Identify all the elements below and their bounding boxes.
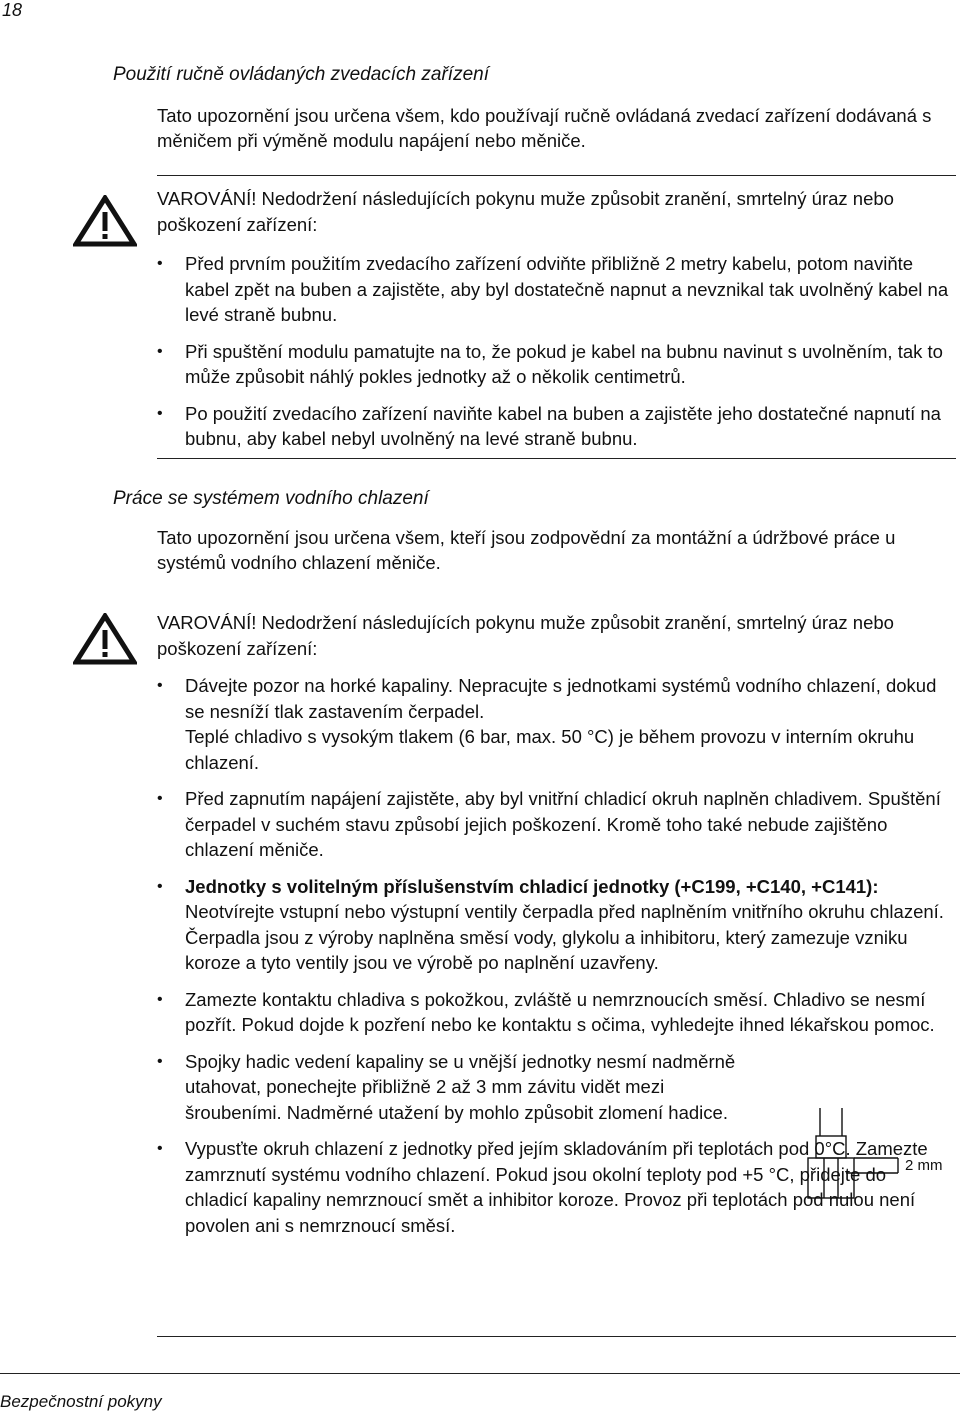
figure-label: 2 mm <box>905 1157 943 1174</box>
list-item-bold-text: Jednotky s volitelným příslušenstvím chladicí jednotky (+C199, +C140, +C141): <box>185 875 879 897</box>
list-item-text: Před zapnutím napájení zajistěte, aby byl vnitřní chladicí okruh naplněn chladivem. Spuštění čerpadel v suchém stavu způsobí jejich poškození. Kromě toho také nebude zajištěno chlazení měniče. <box>185 788 941 860</box>
list-item-text: Zamezte kontaktu chladiva s pokožkou, zvláště u nemrznoucích směsí. Chladivo se nesmí pozřít. Pokud dojde k pozření nebo ke kontaktu s očima, vyhledejte ihned lékařskou pomoc. <box>185 988 935 1035</box>
list-item <box>157 1049 745 1126</box>
section-heading-cooling: Práce se systémem vodního chlazení <box>113 488 429 509</box>
section-heading-lifting: Použití ručně ovládaných zvedacích zařízení <box>113 64 489 85</box>
bullet-icon: • <box>157 990 163 1008</box>
list-item <box>157 874 952 976</box>
list-item-text: Před prvním použitím zvedacího zařízení odviňte přibližně 2 metry kabelu, potom naviňte kabel zpět na buben a zajistěte, aby byl dostatečně napnut a nevznikal tak uvolněný kabel na levé straně bubnu. <box>185 253 949 325</box>
list-item <box>157 339 952 390</box>
list-item-text-secondary: Teplé chladivo s vysokým tlakem (6 bar, max. 50 °C) je během provozu v interním okruhu chlazení. <box>185 726 915 773</box>
list-item <box>157 786 952 863</box>
list-item <box>157 673 952 775</box>
bullet-icon: • <box>157 342 163 360</box>
warning-triangle-icon <box>73 195 137 247</box>
bullet-icon: • <box>157 404 163 422</box>
warning-label: VAROVÁNÍ! <box>157 612 257 633</box>
section-intro-lifting: Tato upozornění jsou určena všem, kdo používají ručně ovládaná zvedací zařízení dodávaná s měničem při výměně modulu napájení nebo měniče. <box>157 105 932 151</box>
warning-bottom-rule <box>157 1336 956 1337</box>
page-number: 18 <box>2 0 23 20</box>
bullet-icon: • <box>157 877 163 895</box>
bullet-icon: • <box>157 1052 163 1070</box>
list-item-text: Při spuštění modulu pamatujte na to, že pokud je kabel na bubnu navinut s uvolněním, tak to může způsobit náhlý pokles jednotky až o několik centimetrů. <box>185 340 943 387</box>
warning-label: VAROVÁNÍ! <box>157 188 257 209</box>
bullet-icon: • <box>157 790 163 807</box>
list-item-text: Vypusťte okruh chlazení z jednotky před jejím skladováním při teplotách pod 0°C. Zamezte zamrznutí systému vodního chlazení. Pokud jsou okolní teploty pod +5 °C, přidejte do chladicí kapaliny nemrznoucí smět a inhibitor koroze. Provoz při teplotách pod nulou není povolen ani s nemrznoucí směsí. <box>185 1138 928 1236</box>
warning-heading <box>157 610 952 662</box>
hose-fitting-figure <box>800 1100 955 1205</box>
list-item <box>157 987 952 1038</box>
warning-text: Nedodržení následujících pokynu muže způsobit zranění, smrtelný úraz nebo poškození zařízení: <box>157 612 894 659</box>
warning-bottom-rule <box>157 458 956 459</box>
bullet-icon: • <box>157 677 163 694</box>
list-item-text: Spojky hadic vedení kapaliny se u vnější jednotky nesmí nadměrně utahovat, ponechejte přibližně 2 až 3 mm závitu vidět mezi šroubeními. Nadměrné utažení by mohlo způsobit zlomení hadice. <box>185 1050 736 1123</box>
list-item-text: Neotvírejte vstupní nebo výstupní ventily čerpadla před naplněním vnitřního okruhu chlazení. Čerpadla jsou z výroby naplněna směsí vody, glykolu a inhibitoru, který zamezuje vzniku koroze a tyto ventily jsou ve výrobě po naplnění uzavřeny. <box>185 901 944 973</box>
bullet-icon: • <box>157 1140 163 1157</box>
bullet-icon: • <box>157 255 163 272</box>
list-item-text: Po použití zvedacího zařízení naviňte kabel na buben a zajistěte jeho dostatečné napnutí na bubnu, aby kabel nebyl uvolněný na levé straně bubnu. <box>185 402 941 449</box>
footer-rule <box>0 1373 960 1374</box>
warning-top-rule <box>157 175 956 176</box>
list-item-text: Dávejte pozor na horké kapaliny. Nepracujte s jednotkami systémů vodního chlazení, dokud se nesníží tlak zastavením čerpadel. <box>185 675 937 722</box>
footer-text: Bezpečnostní pokyny <box>0 1392 162 1411</box>
warning-heading <box>157 186 952 238</box>
list-item <box>157 401 952 452</box>
warning-block-lifting <box>157 186 952 452</box>
warning-text: Nedodržení následujících pokynu muže způsobit zranění, smrtelný úraz nebo poškození zařízení: <box>157 188 894 235</box>
list-item <box>157 251 952 328</box>
section-intro-cooling: Tato upozornění jsou určena všem, kteří jsou zodpovědní za montážní a údržbové práce u systémů vodního chlazení měniče. <box>157 527 896 573</box>
warning-triangle-icon <box>73 613 137 665</box>
warning-bullet-list <box>157 251 952 452</box>
